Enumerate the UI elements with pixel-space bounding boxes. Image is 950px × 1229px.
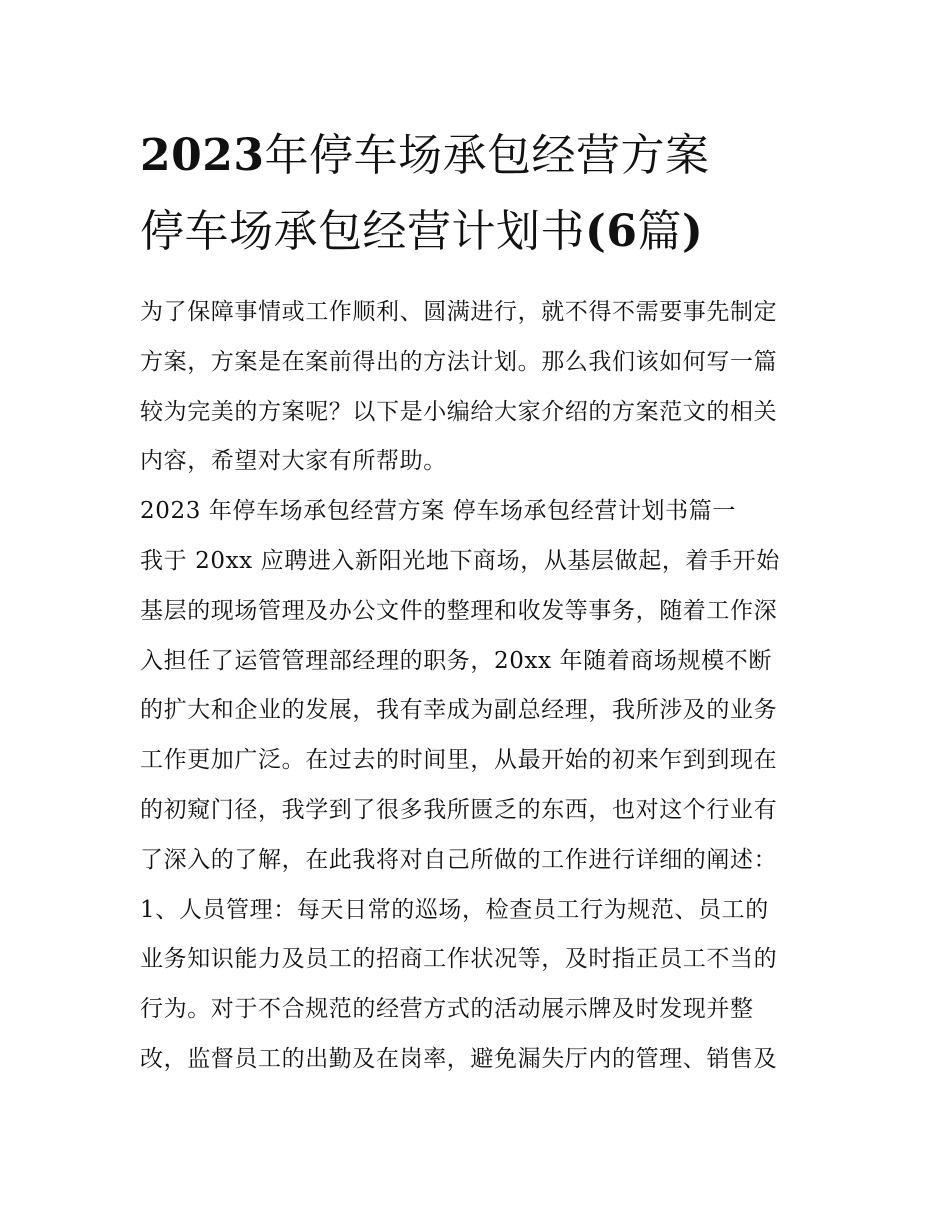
title-line-2 [140, 194, 812, 270]
body-line: 1、人员管理：每天日常的巡场，检查员工行为规范、员工的 [140, 896, 769, 923]
body-line: 行为。对于不合规范的经营方式的活动展示牌及时发现并整 [140, 996, 754, 1023]
body-line: 我于 20xx 应聘进入新阳光地下商场，从基层做起，着手开始 [140, 547, 780, 574]
title-year: 2023 [140, 130, 265, 181]
title-close-paren: ) [681, 206, 704, 257]
body-line: 改，监督员工的出勤及在岗率，避免漏失厅内的管理、销售及 [140, 1045, 778, 1072]
body-line: 为了保障事情或工作顺利、圆满进行，就不得不需要事先制定 [140, 299, 778, 325]
title-line-1 [140, 118, 812, 194]
body-line: 的扩大和企业的发展，我有幸成为副总经理，我所涉及的业务 [140, 697, 778, 724]
body-line: 入担任了运管管理部经理的职务，20xx 年随着商场规模不断 [140, 647, 772, 674]
body-line: 的初窥门径，我学到了很多我所匮乏的东西，也对这个行业有 [140, 796, 778, 823]
title-line-2-text: 停车场承包经营计划书 [140, 206, 585, 257]
body-line: 业务知识能力及员工的招商工作状况等，及时指正员工不当的 [140, 946, 778, 973]
body-line: 了深入的了解，在此我将对自己所做的工作进行详细的阐述： [140, 846, 778, 873]
body-line: 基层的现场管理及办公文件的整理和收发等事务，随着工作深 [140, 597, 778, 624]
title-line-1-text: 年停车场承包经营方案 [264, 130, 710, 181]
body-line: 较为完美的方案呢？以下是小编给大家介绍的方案范文的相关 [140, 398, 778, 425]
document-body [140, 288, 812, 1085]
title-count: (6 [585, 206, 638, 257]
body-line: 工作更加广泛。在过去的时间里，从最开始的初来乍到到现在 [140, 747, 778, 774]
document-title [140, 118, 812, 270]
body-line: 方案，方案是在案前得出的方法计划。那么我们该如何写一篇 [140, 348, 778, 375]
body-line: 内容，希望对大家有所帮助。 [140, 448, 447, 475]
document-page [140, 118, 812, 1085]
title-count-unit: 篇 [637, 206, 682, 257]
section-heading: 2023 年停车场承包经营方案 停车场承包经营计划书篇一 [140, 498, 736, 525]
